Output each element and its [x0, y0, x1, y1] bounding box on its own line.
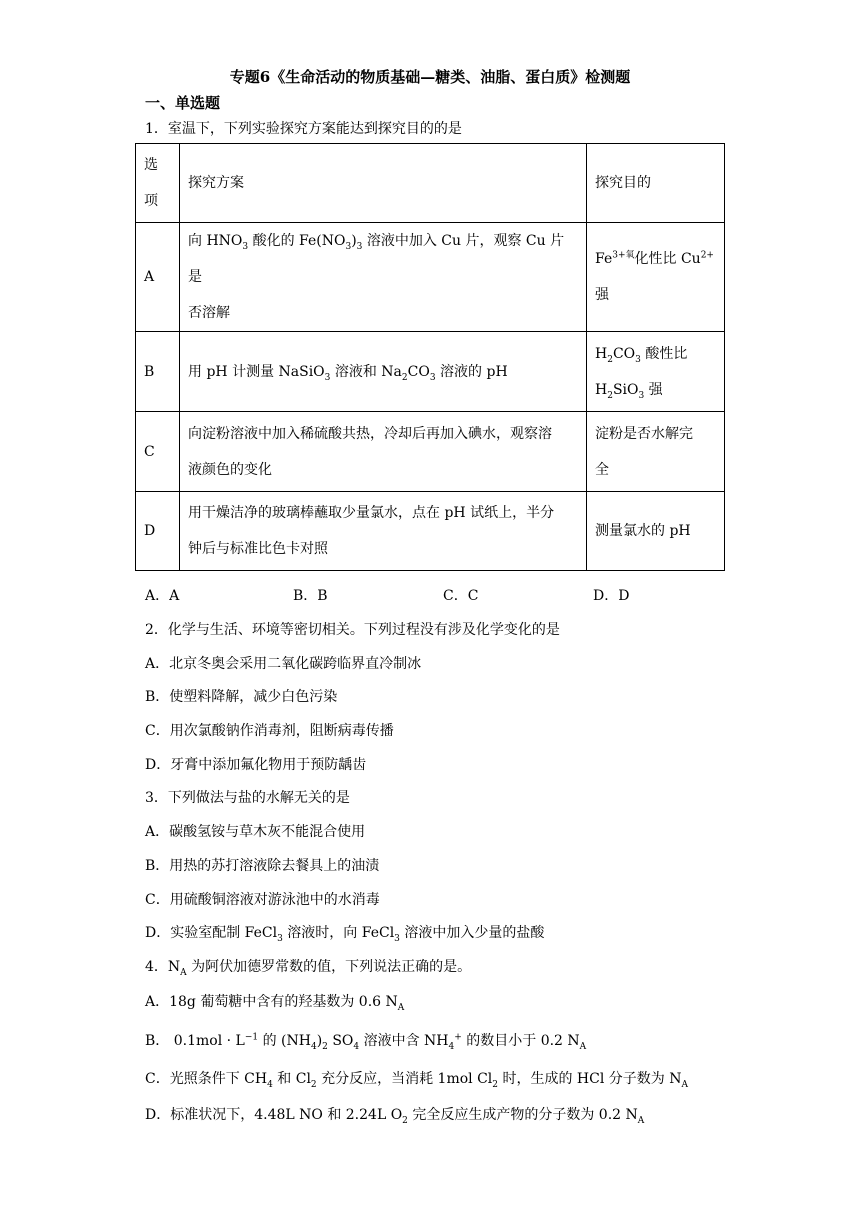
- option-a: A．A: [145, 588, 180, 604]
- row-goal: 淀粉是否水解完 全: [587, 412, 725, 492]
- row-goal: $H_2CO_3$ 酸性比 $H_2SiO_3$ 强: [587, 332, 725, 412]
- question-2-option-a: A．北京冬奥会采用二氧化碳跨临界直冷制冰: [145, 656, 422, 672]
- option-b: B．B: [293, 588, 328, 604]
- question-2-option-d: D．牙膏中添加氟化物用于预防龋齿: [145, 757, 367, 773]
- question-1-stem: 1．室温下，下列实验探究方案能达到探究目的的是: [145, 121, 462, 137]
- question-3-option-a: A．碳酸氢铵与草木灰不能混合使用: [145, 824, 366, 840]
- header-option: 选 项: [136, 144, 180, 223]
- header-goal: 探究目的: [587, 144, 725, 223]
- question-2-stem: 2．化学与生活、环境等密切相关。下列过程没有涉及化学变化的是: [145, 622, 560, 638]
- header-plan: 探究方案: [180, 144, 587, 223]
- table-header-row: [136, 144, 725, 223]
- question-2-option-b: B．使塑料降解，减少白色污染: [145, 689, 338, 705]
- row-goal: 测量氯水的 pH: [587, 492, 725, 571]
- table-row-a: [136, 223, 725, 332]
- question-4-option-d: D．标准状况下，4.48L NO 和 2.24L $O_2$ 完全反应生成产物的分子数为 0.2 $N_A$: [145, 1107, 645, 1126]
- question-2-option-c: C．用次氯酸钠作消毒剂，阻断病毒传播: [145, 723, 394, 739]
- table-row-d: [136, 492, 725, 571]
- question-4-option-c: C．光照条件下 $CH_4$ 和 $Cl_2$ 充分反应，当消耗 1mol $Cl_2$ 时，生成的 HCl 分子数为 $N_A$: [145, 1071, 688, 1090]
- question-4-stem: 4．$N_A$ 为阿伏加德罗常数的值，下列说法正确的是。: [145, 959, 472, 978]
- option-c: C．C: [443, 588, 479, 604]
- question-3-option-b: B．用热的苏打溶液除去餐具上的油渍: [145, 858, 380, 874]
- option-d: D．D: [593, 588, 630, 604]
- section-heading: 一、单选题: [145, 94, 221, 112]
- row-plan: 用 pH 计测量 NaSiO$_3$ 溶液和 $Na_2CO_3$ 溶液的 pH: [180, 332, 587, 412]
- row-goal: $Fe^{3+氧}$化性比 $Cu^{2+}$ 强: [587, 223, 725, 332]
- row-plan: 向 $HNO_3$ 酸化的 $Fe(NO_3)_3$ 溶液中加入 Cu 片，观察 Cu 片是 否溶解: [180, 223, 587, 332]
- row-label: D: [136, 492, 180, 571]
- table-row-b: [136, 332, 725, 412]
- row-label: A: [136, 223, 180, 332]
- question-3-option-d: D．实验室配制 FeCl$_3$ 溶液时，向 FeCl$_3$ 溶液中加入少量的盐酸: [145, 925, 545, 944]
- row-plan: 用干燥洁净的玻璃棒蘸取少量氯水，点在 pH 试纸上，半分 钟后与标准比色卡对照: [180, 492, 587, 571]
- row-plan: 向淀粉溶液中加入稀硫酸共热，冷却后再加入碘水，观察溶 液颜色的变化: [180, 412, 587, 492]
- question-4-option-a: A．18g 葡萄糖中含有的羟基数为 0.6 $N_A$: [145, 994, 405, 1013]
- question-3-option-c: C．用硫酸铜溶液对游泳池中的水消毒: [145, 892, 380, 908]
- table-row-c: [136, 412, 725, 492]
- question-1-table: [135, 143, 725, 571]
- question-4-option-b: B． $0.1mol \cdot L^{-1}$ 的 $(NH_4)_2$ $SO_4$ 溶液中含 $NH_4^+$ 的数目小于 0.2 $N_A$: [145, 1032, 587, 1052]
- row-label: B: [136, 332, 180, 412]
- document-title: 专题6《生命活动的物质基础—糖类、油脂、蛋白质》检测题: [229, 68, 631, 86]
- row-label: C: [136, 412, 180, 492]
- question-3-stem: 3．下列做法与盐的水解无关的是: [145, 790, 350, 806]
